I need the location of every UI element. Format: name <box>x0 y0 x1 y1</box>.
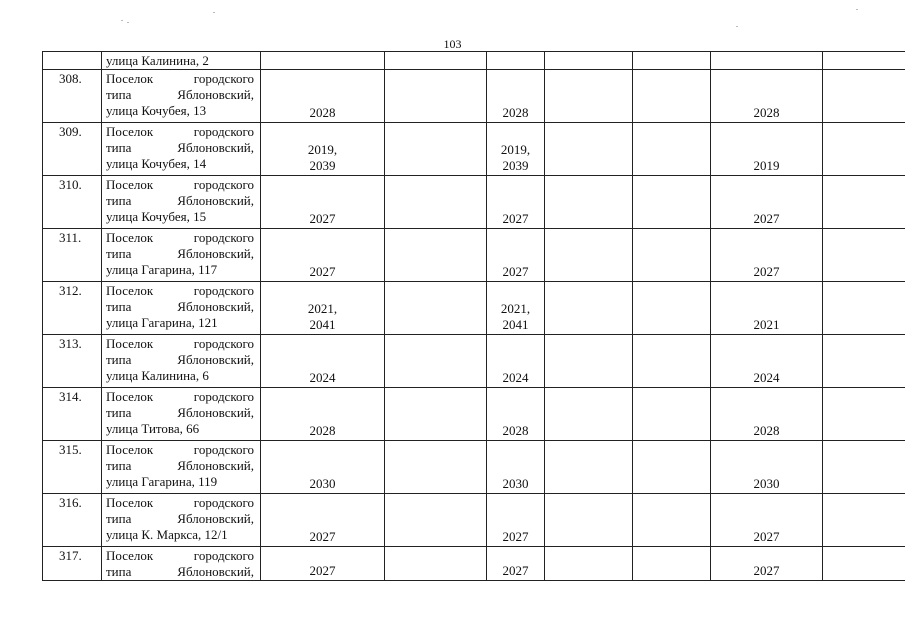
row-number-cell <box>43 123 102 176</box>
address-line: Поселок городского <box>106 283 254 298</box>
address-line: улица Гагарина, 121 <box>106 315 218 330</box>
scan-speck <box>121 20 123 21</box>
year-value: 2027 <box>753 563 780 578</box>
year-cell <box>711 176 823 229</box>
year-value: 2028 <box>502 105 529 120</box>
year-value: 2027 <box>309 529 336 544</box>
row-number-cell <box>43 282 102 335</box>
cell <box>385 547 487 581</box>
address-cell <box>102 229 261 282</box>
year-value: 2021, <box>500 301 531 316</box>
year-cell <box>487 335 545 388</box>
address-line: Поселок городского <box>106 495 254 510</box>
year-cell <box>261 70 385 123</box>
year-value: 2027 <box>502 529 529 544</box>
year-value: 2028 <box>753 423 780 438</box>
year-value: 2041 <box>309 317 336 332</box>
cell <box>545 123 633 176</box>
year-value: 2041 <box>502 317 529 332</box>
year-cell <box>711 123 823 176</box>
address-line: улица Гагарина, 117 <box>106 262 218 277</box>
year-value: 2039 <box>502 158 529 173</box>
row-number-cell <box>43 335 102 388</box>
year-value: 2027 <box>309 211 336 226</box>
cell <box>385 282 487 335</box>
cell <box>633 335 711 388</box>
cell <box>385 494 487 547</box>
year-cell <box>711 335 823 388</box>
cell <box>711 52 823 70</box>
cell <box>633 547 711 581</box>
cell <box>385 229 487 282</box>
cell <box>545 282 633 335</box>
row-number: 315. <box>59 442 82 457</box>
row-number-cell <box>43 441 102 494</box>
cell <box>823 176 905 229</box>
year-cell <box>487 441 545 494</box>
cell <box>633 123 711 176</box>
year-value: 2028 <box>753 105 780 120</box>
cell <box>823 388 905 441</box>
address-line: типа Яблоновский, <box>106 405 254 420</box>
address-line: улица Титова, 66 <box>106 421 200 436</box>
year-value: 2030 <box>753 476 780 491</box>
year-value: 2027 <box>502 563 529 578</box>
address-line: типа Яблоновский, <box>106 564 254 579</box>
row-number-cell <box>43 52 102 70</box>
year-value: 2024 <box>753 370 780 385</box>
year-value: 2039 <box>309 158 336 173</box>
cell <box>633 229 711 282</box>
cell <box>633 176 711 229</box>
row-number: 317. <box>59 548 82 563</box>
cell <box>633 388 711 441</box>
table-row <box>43 441 905 494</box>
year-value: 2019, <box>307 142 338 157</box>
year-value: 2028 <box>309 423 336 438</box>
cell <box>385 123 487 176</box>
year-value: 2021 <box>753 317 780 332</box>
year-value: 2027 <box>309 264 336 279</box>
address-line: улица Кочубея, 14 <box>106 156 207 171</box>
year-value: 2021, <box>307 301 338 316</box>
address-line: улица Калинина, 2 <box>106 53 209 68</box>
cell <box>545 335 633 388</box>
cell <box>633 282 711 335</box>
year-cell <box>487 388 545 441</box>
table-row <box>43 282 905 335</box>
cell <box>823 52 905 70</box>
address-cell <box>102 494 261 547</box>
year-value: 2019, <box>500 142 531 157</box>
cell <box>545 388 633 441</box>
table-row <box>43 547 905 581</box>
cell <box>823 123 905 176</box>
year-value: 2024 <box>309 370 336 385</box>
address-line: улица К. Маркса, 12/1 <box>106 527 228 542</box>
row-number-cell <box>43 70 102 123</box>
address-cell <box>102 70 261 123</box>
year-cell <box>261 494 385 547</box>
year-cell <box>261 388 385 441</box>
address-line: типа Яблоновский, <box>106 193 254 208</box>
row-number: 316. <box>59 495 82 510</box>
address-line: Поселок городского <box>106 230 254 245</box>
year-cell <box>261 335 385 388</box>
table-row <box>43 335 905 388</box>
address-line: Поселок городского <box>106 177 254 192</box>
year-value: 2019 <box>753 158 780 173</box>
year-value: 2030 <box>309 476 336 491</box>
cell <box>385 52 487 70</box>
year-cell <box>261 123 385 176</box>
table-row <box>43 388 905 441</box>
year-cell <box>711 547 823 581</box>
year-cell <box>261 229 385 282</box>
year-cell <box>487 547 545 581</box>
address-cell <box>102 176 261 229</box>
address-line: типа Яблоновский, <box>106 140 254 155</box>
cell <box>823 494 905 547</box>
page-number: 103 <box>443 37 462 51</box>
year-value: 2028 <box>309 105 336 120</box>
address-line: типа Яблоновский, <box>106 458 254 473</box>
cell <box>545 52 633 70</box>
row-number-cell <box>43 388 102 441</box>
address-line: Поселок городского <box>106 336 254 351</box>
cell <box>823 70 905 123</box>
scan-speck <box>213 12 215 13</box>
table-row <box>43 229 905 282</box>
address-line: Поселок городского <box>106 389 254 404</box>
year-value: 2027 <box>753 264 780 279</box>
cell <box>545 494 633 547</box>
address-cell <box>102 547 261 581</box>
cell <box>823 335 905 388</box>
address-line: улица Кочубея, 15 <box>106 209 207 224</box>
row-number: 312. <box>59 283 82 298</box>
cell <box>823 547 905 581</box>
year-value: 2030 <box>502 476 529 491</box>
address-line: улица Гагарина, 119 <box>106 474 218 489</box>
row-number: 310. <box>59 177 82 192</box>
row-number-cell <box>43 176 102 229</box>
row-number: 311. <box>59 230 82 245</box>
year-cell <box>487 494 545 547</box>
address-line: Поселок городского <box>106 71 254 86</box>
cell <box>487 52 545 70</box>
year-value: 2024 <box>502 370 529 385</box>
address-cell <box>102 388 261 441</box>
row-number: 313. <box>59 336 82 351</box>
year-cell <box>261 282 385 335</box>
year-cell <box>711 229 823 282</box>
address-line: типа Яблоновский, <box>106 352 254 367</box>
year-value: 2028 <box>502 423 529 438</box>
cell <box>633 441 711 494</box>
cell <box>545 70 633 123</box>
year-cell <box>487 282 545 335</box>
register-table <box>42 51 905 581</box>
year-cell <box>711 282 823 335</box>
table-row <box>43 494 905 547</box>
cell <box>633 52 711 70</box>
year-cell <box>487 123 545 176</box>
address-line: улица Кочубея, 13 <box>106 103 207 118</box>
address-line: типа Яблоновский, <box>106 246 254 261</box>
cell <box>385 441 487 494</box>
scan-speck <box>736 26 738 27</box>
cell <box>545 229 633 282</box>
year-value: 2027 <box>753 529 780 544</box>
table-row <box>43 70 905 123</box>
row-number-cell <box>43 229 102 282</box>
year-cell <box>711 441 823 494</box>
address-line: типа Яблоновский, <box>106 87 254 102</box>
year-cell <box>487 70 545 123</box>
cell <box>545 176 633 229</box>
register-table-body <box>43 52 905 581</box>
address-line: типа Яблоновский, <box>106 511 254 526</box>
cell <box>385 335 487 388</box>
address-cell <box>102 441 261 494</box>
address-line: Поселок городского <box>106 442 254 457</box>
cell <box>545 547 633 581</box>
year-cell <box>261 547 385 581</box>
year-cell <box>711 494 823 547</box>
address-line: Поселок городского <box>106 548 254 563</box>
cell <box>261 52 385 70</box>
row-number: 308. <box>59 71 82 86</box>
cell <box>823 441 905 494</box>
year-value: 2027 <box>502 211 529 226</box>
address-line: типа Яблоновский, <box>106 299 254 314</box>
year-cell <box>711 388 823 441</box>
scan-speck <box>856 9 858 10</box>
row-number-cell <box>43 547 102 581</box>
year-cell <box>261 176 385 229</box>
address-cell <box>102 52 261 70</box>
year-value: 2027 <box>309 563 336 578</box>
row-number-cell <box>43 494 102 547</box>
cell <box>633 70 711 123</box>
address-cell <box>102 123 261 176</box>
year-cell <box>487 176 545 229</box>
table-row <box>43 123 905 176</box>
cell <box>545 441 633 494</box>
cell <box>823 282 905 335</box>
address-line: Поселок городского <box>106 124 254 139</box>
year-value: 2027 <box>753 211 780 226</box>
cell <box>633 494 711 547</box>
table-row <box>43 52 905 70</box>
cell <box>823 229 905 282</box>
cell <box>385 176 487 229</box>
scan-speck <box>127 22 129 23</box>
address-line: улица Калинина, 6 <box>106 368 209 383</box>
year-cell <box>261 441 385 494</box>
year-cell <box>711 70 823 123</box>
year-value: 2027 <box>502 264 529 279</box>
year-cell <box>487 229 545 282</box>
table-row <box>43 176 905 229</box>
address-cell <box>102 282 261 335</box>
address-cell <box>102 335 261 388</box>
cell <box>385 70 487 123</box>
row-number: 314. <box>59 389 82 404</box>
row-number: 309. <box>59 124 82 139</box>
cell <box>385 388 487 441</box>
